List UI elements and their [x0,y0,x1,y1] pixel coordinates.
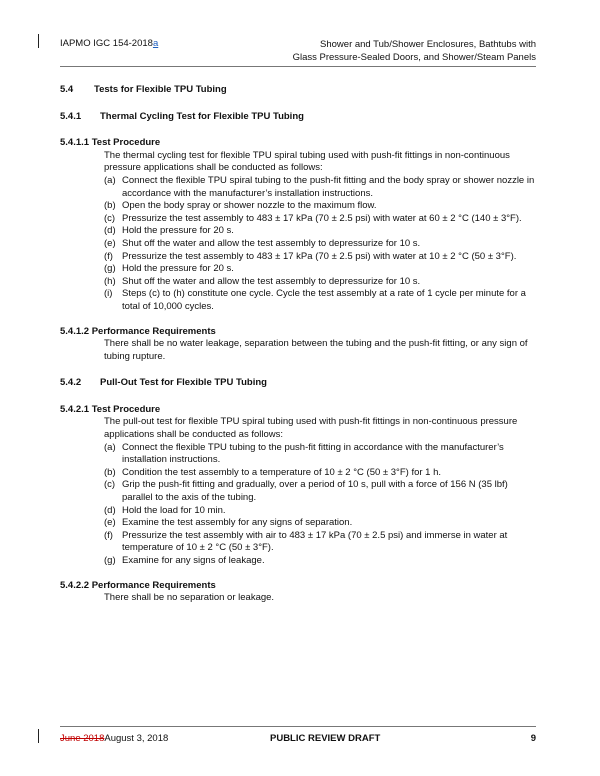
item-text: Pressurize the test assembly to 483 ± 17 kPa (70 ± 2.5 psi) with water at 60 ± 2 °C (140 ± 3°F). [122,212,522,224]
header-doc-id [60,38,158,49]
list-item [104,505,536,518]
item-text: Hold the load for 10 min. [122,504,226,516]
item-label: (h) [104,275,116,287]
item-label: (g) [104,555,116,566]
list-item [104,225,536,238]
section-title: Test Procedure [91,137,161,149]
section-title: Test Procedure [91,403,161,415]
header-rule [60,66,536,67]
item-label: (f) [104,250,113,262]
section-5-4-2-1-heading [60,404,536,417]
draft-label: PUBLIC REVIEW DRAFT [270,733,381,744]
section-5-4-2-1-body [104,416,536,567]
footer [60,733,536,744]
procedure-intro: The pull-out test for flexible TPU spiral tubing used with push-fit fittings in non-continuous pressure applications shall be conducted as follows: [104,416,518,441]
item-label: (f) [104,529,113,541]
requirement-text: There shall be no separation or leakage. [104,592,275,604]
list-item [104,517,536,530]
section-number: 5.4.1.1 [60,137,90,149]
item-label: (a) [104,174,116,186]
section-5-4-2-2-heading [60,580,536,593]
item-text: Connect the flexible TPU spiral tubing to the push-fit fitting and the body spray or shower nozzle in accordance with the manufacturer’s installation instructions. [122,174,535,199]
item-text: Pressurize the test assembly to 483 ± 17 kPa (70 ± 2.5 psi) with water at 10 ± 2 °C (50 ± 3°F). [122,250,517,262]
item-text: Pressurize the test assembly with air to 483 ± 17 kPa (70 ± 2.5 psi) and immerse in water at temperature of 10 ± 2 °C (50 ± 3°F). [122,529,508,554]
section-number: 5.4 [60,84,74,95]
tracked-deletion: June 2018 [60,733,105,744]
list-item [104,530,536,555]
list-item [104,200,536,213]
revision-bar-top [38,34,39,48]
section-5-4-1-1-heading [60,137,536,150]
section-number: 5.4.2.1 [60,403,90,415]
procedure-intro: The thermal cycling test for flexible TPU spiral tubing used with push-fit fittings in non-continuous pressure applications shall be conducted as follows: [104,149,510,174]
list-item [104,479,536,504]
list-item [104,175,536,200]
header-title-line1: Shower and Tub/Shower Enclosures, Bathtubs with [320,39,536,50]
item-label: (c) [104,212,116,224]
item-label: (c) [104,479,116,491]
section-5-4-2-2-body [104,592,536,605]
date-text: August 3, 2018 [104,733,169,744]
procedure-steps [104,442,536,568]
item-text: Steps (c) to (h) constitute one cycle. Cycle the test assembly at a rate of 1 cycle per minute for a total of 10,000 cycles. [122,288,526,312]
doc-id: IAPMO IGC 154-2018 [60,38,153,49]
footer-date [60,733,168,744]
list-item [104,213,536,226]
page-number: 9 [530,733,536,744]
section-title: Tests for Flexible TPU Tubing [94,84,227,95]
section-number: 5.4.1.2 [60,325,90,337]
list-item [104,238,536,251]
list-item [104,555,536,568]
item-text: Shut off the water and allow the test assembly to depressurize for 10 s. [122,237,421,249]
item-label: (i) [104,288,113,300]
section-number: 5.4.2 [60,377,82,389]
item-text: Connect the flexible TPU tubing to the push-fit fitting in accordance with the manufacturer’s installation instructions. [122,441,504,466]
item-text: Open the body spray or shower nozzle to the maximum flow. [122,200,377,212]
section-5-4-1-2-body [104,338,536,363]
header-title-line2: Glass Pressure-Sealed Doors, and Shower/Steam Panels [292,52,536,63]
item-label: (b) [104,466,116,478]
tracked-insertion: a [152,38,159,49]
item-text: Shut off the water and allow the test assembly to depressurize for 10 s. [122,275,421,287]
section-title: Performance Requirements [91,579,216,591]
section-5-4-1-2-heading [60,326,536,339]
section-5-4-1-heading [60,111,536,124]
section-title: Thermal Cycling Test for Flexible TPU Tubing [100,110,304,122]
section-number: 5.4.1 [60,110,82,122]
item-label: (d) [104,504,116,516]
list-item [104,251,536,264]
list-item [104,263,536,276]
section-number: 5.4.2.2 [60,579,90,591]
list-item [104,288,536,313]
item-label: (g) [104,263,116,275]
footer-rule [60,726,536,727]
header-title [293,38,536,64]
item-label: (e) [104,517,116,529]
section-title: Pull-Out Test for Flexible TPU Tubing [100,377,267,389]
item-text: Condition the test assembly to a temperature of 10 ± 2 °C (50 ± 3°F) for 1 h. [122,466,442,478]
item-text: Grip the push-fit fitting and gradually, over a period of 10 s, pull with a force of 156 N (35 lbf) parallel to the axis of the tubing. [122,479,508,504]
requirement-text: There shall be no water leakage, separation between the tubing and the push-fit fitting, or any sign of tubing rupture. [104,338,528,362]
list-item [104,467,536,480]
item-text: Hold the pressure for 20 s. [122,263,234,275]
item-label: (e) [104,237,116,249]
revision-bar-bottom [38,729,39,743]
item-label: (b) [104,200,116,212]
section-title: Performance Requirements [91,325,216,337]
list-item [104,276,536,289]
list-item [104,442,536,467]
item-text: Examine the test assembly for any signs of separation. [122,517,353,529]
procedure-steps [104,175,536,314]
item-label: (a) [104,441,116,453]
item-label: (d) [104,225,116,237]
section-5-4-2-heading [60,377,536,390]
item-text: Examine for any signs of leakage. [122,555,265,566]
section-5-4-heading [60,84,536,97]
item-text: Hold the pressure for 20 s. [122,225,234,237]
document-body [60,84,536,605]
section-5-4-1-1-body [104,150,536,314]
